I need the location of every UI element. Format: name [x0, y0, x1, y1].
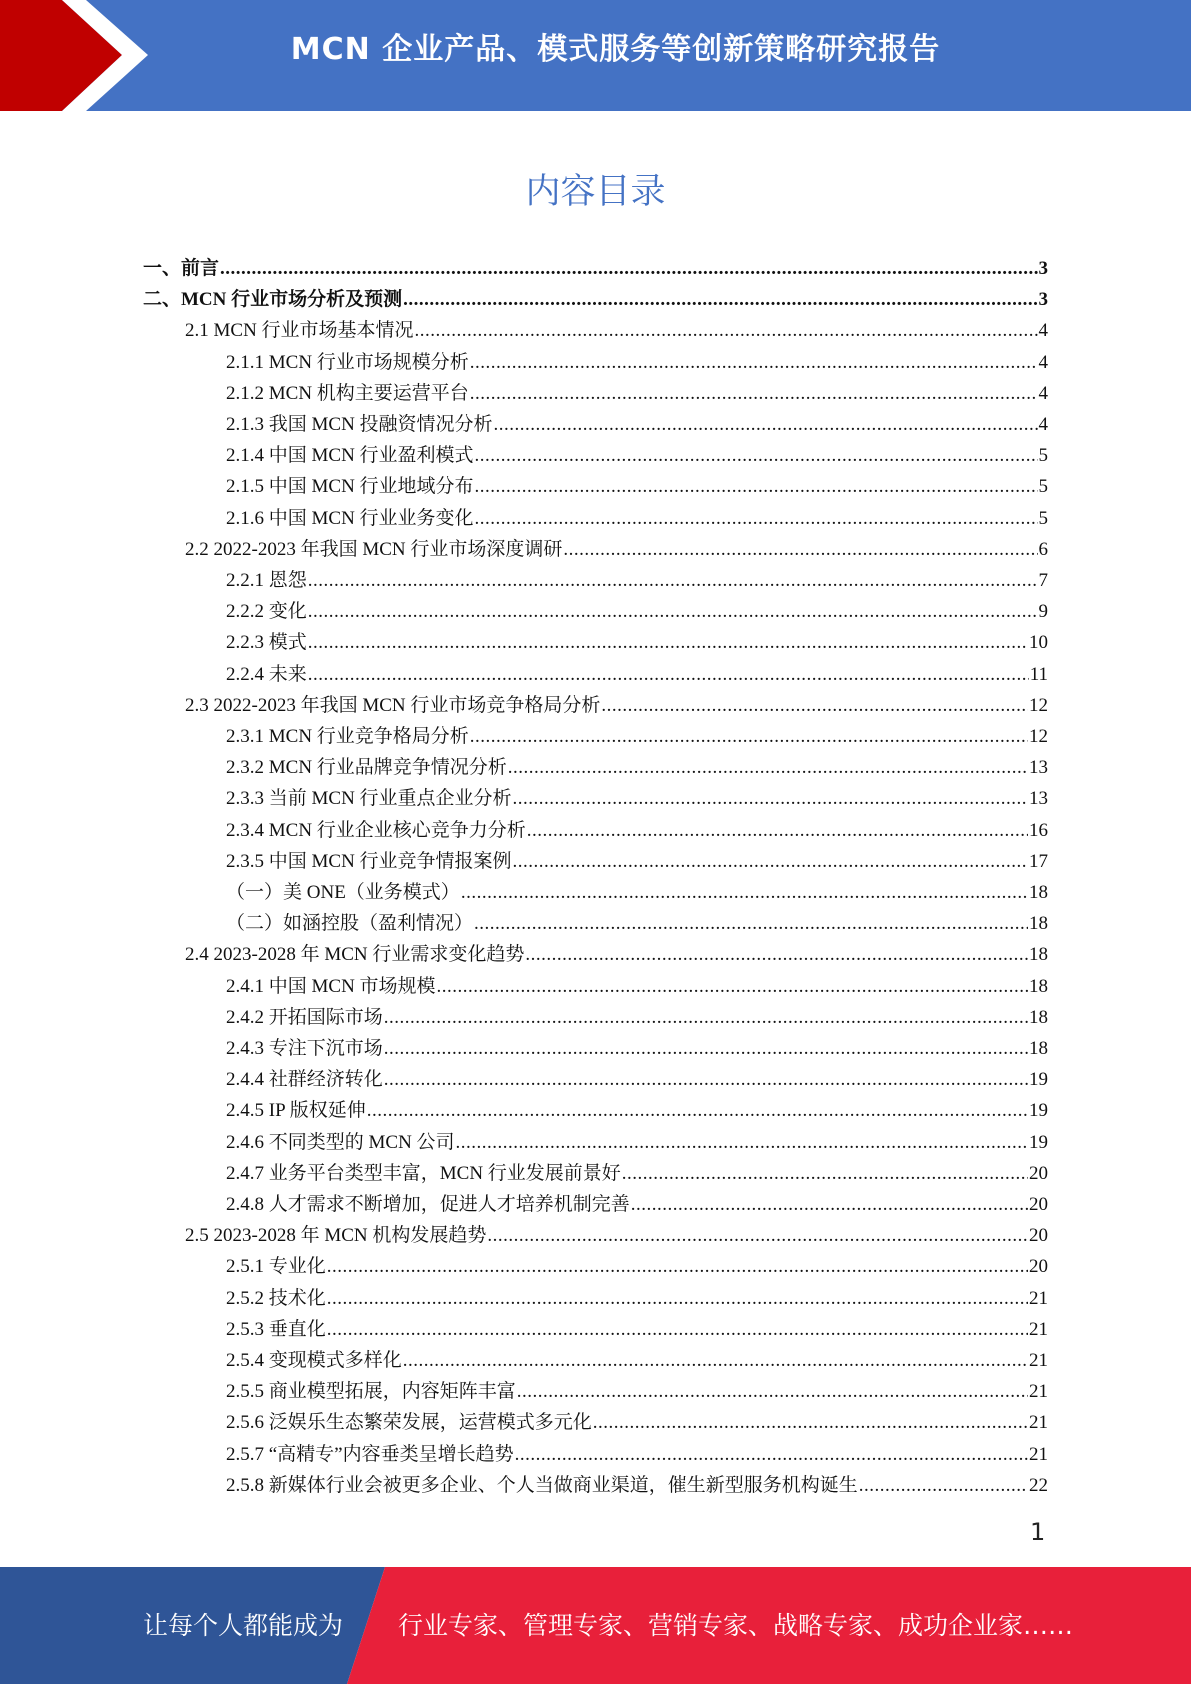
toc-entry[interactable]	[226, 627, 1048, 658]
toc-dot-leader	[327, 1251, 1028, 1282]
toc-entry[interactable]	[226, 721, 1048, 752]
toc-entry-page: 19	[1029, 1069, 1048, 1091]
toc-entry[interactable]	[226, 1376, 1048, 1407]
toc-dot-leader	[220, 253, 1037, 284]
toc-entry-label: 2.4.5 IP 版权延伸	[226, 1100, 366, 1122]
toc-entry-page: 18	[1029, 913, 1048, 935]
toc-entry[interactable]	[226, 1033, 1048, 1064]
toc-entry[interactable]	[226, 565, 1048, 596]
toc-dot-leader	[631, 1189, 1028, 1220]
toc-entry-page: 19	[1029, 1131, 1048, 1153]
toc-dot-leader	[437, 971, 1028, 1002]
toc-entry-label: 2.5.6 泛娱乐生态繁荣发展，运营模式多元化	[226, 1412, 592, 1434]
page-footer	[0, 1567, 1191, 1684]
toc-entry-page: 4	[1038, 382, 1048, 404]
toc-entry-label: 2.3.2 MCN 行业品牌竞争情况分析	[226, 757, 507, 779]
toc-entry-label: 2.2.2 变化	[226, 601, 307, 623]
toc-entry[interactable]	[226, 378, 1048, 409]
toc-entry-label: 2.1.1 MCN 行业市场规模分析	[226, 351, 469, 373]
toc-dot-leader	[563, 534, 1037, 565]
toc-entry-page: 6	[1038, 538, 1048, 560]
toc-dot-leader	[470, 347, 1038, 378]
toc-entry-label: 2.4.7 业务平台类型丰富，MCN 行业发展前景好	[226, 1162, 621, 1184]
toc-dot-leader	[308, 659, 1029, 690]
toc-dot-leader	[527, 815, 1028, 846]
toc-entry-label: 2.5.7 “高精专”内容垂类呈增长趋势	[226, 1443, 514, 1465]
toc-dot-leader	[456, 1127, 1028, 1158]
toc-entry[interactable]	[226, 752, 1048, 783]
toc-entry-page: 18	[1029, 944, 1048, 966]
toc-entry-label: 2.1 MCN 行业市场基本情况	[185, 320, 414, 342]
toc-entry-page: 12	[1029, 726, 1048, 747]
toc-entry-label: 2.2.4 未来	[226, 663, 307, 685]
toc-entry-page: 19	[1029, 1100, 1048, 1122]
toc-entry[interactable]	[226, 1251, 1048, 1282]
toc-entry[interactable]	[185, 1220, 1048, 1251]
toc-entry-page: 4	[1038, 320, 1048, 342]
toc-entry-page: 5	[1038, 445, 1048, 467]
toc-entry[interactable]	[226, 1345, 1048, 1376]
toc-entry[interactable]	[226, 1127, 1048, 1158]
toc-entry[interactable]	[226, 659, 1048, 690]
toc-entry-label: 2.3 2022-2023 年我国 MCN 行业市场竞争格局分析	[185, 694, 601, 716]
toc-entry[interactable]	[226, 409, 1048, 440]
footer-slogan-right: 行业专家、管理专家、营销专家、战略专家、成功企业家……	[398, 1611, 1074, 1640]
toc-dot-leader	[475, 440, 1038, 471]
toc-dot-leader	[508, 752, 1028, 783]
toc-entry-label: 2.5.5 商业模型拓展，内容矩阵丰富	[226, 1381, 516, 1403]
toc-entry-page: 18	[1029, 1006, 1048, 1028]
toc-entry[interactable]	[226, 846, 1048, 877]
toc-entry-label: 一、前言	[143, 258, 220, 279]
toc-entry-page: 21	[1029, 1287, 1048, 1309]
toc-entry-label: 2.5.8 新媒体行业会被更多企业、个人当做商业渠道，催生新型服务机构诞生	[226, 1474, 858, 1496]
page-number: 1	[1030, 1518, 1046, 1546]
toc-entry[interactable]	[226, 877, 1048, 908]
toc-dot-leader	[384, 1033, 1028, 1064]
toc-entry[interactable]	[226, 440, 1048, 471]
toc-dot-leader	[461, 877, 1028, 908]
toc-entry-label: 2.3.4 MCN 行业企业核心竞争力分析	[226, 819, 526, 841]
toc-dot-leader	[475, 503, 1038, 534]
toc-dot-leader	[470, 378, 1038, 409]
toc-dot-leader	[403, 1345, 1028, 1376]
toc-dot-leader	[367, 1095, 1028, 1126]
toc-entry-page: 20	[1029, 1162, 1048, 1184]
toc-entry-page: 13	[1029, 788, 1048, 810]
toc-entry[interactable]	[226, 1283, 1048, 1314]
toc-entry[interactable]	[226, 1064, 1048, 1095]
toc-entry-label: 2.2 2022-2023 年我国 MCN 行业市场深度调研	[185, 538, 563, 560]
toc-entry[interactable]	[226, 503, 1048, 534]
toc-entry-label: 2.3.1 MCN 行业竞争格局分析	[226, 726, 469, 747]
toc-entry-page: 12	[1029, 694, 1048, 716]
toc-entry-page: 18	[1029, 882, 1048, 903]
toc-entry[interactable]	[143, 253, 1048, 284]
toc-entry-page: 13	[1029, 757, 1048, 779]
toc-dot-leader	[525, 939, 1028, 970]
toc-entry-label: 2.4.3 专注下沉市场	[226, 1038, 383, 1059]
toc-entry-page: 21	[1029, 1350, 1048, 1371]
toc-entry-label: 2.5.1 专业化	[226, 1256, 326, 1278]
toc-dot-leader	[470, 721, 1028, 752]
toc-entry-page: 3	[1038, 289, 1048, 311]
toc-dot-leader	[622, 1158, 1028, 1189]
toc-entry[interactable]	[226, 596, 1048, 627]
toc-entry[interactable]	[226, 1158, 1048, 1189]
toc-entry[interactable]	[226, 1002, 1048, 1033]
toc-entry-label: 2.1.2 MCN 机构主要运营平台	[226, 382, 469, 404]
toc-entry-label: 二、MCN 行业市场分析及预测	[143, 289, 403, 311]
toc-dot-leader	[403, 284, 1037, 315]
report-title: MCN 企业产品、模式服务等创新策略研究报告	[290, 32, 941, 67]
toc-entry[interactable]	[226, 783, 1048, 814]
toc-entry[interactable]	[185, 534, 1048, 565]
toc-entry-page: 21	[1029, 1443, 1048, 1465]
toc-entry-page: 7	[1038, 570, 1048, 591]
toc-dot-leader	[327, 1283, 1028, 1314]
toc-entry-label: 2.5 2023-2028 年 MCN 机构发展趋势	[185, 1225, 487, 1247]
toc-dot-leader	[327, 1314, 1028, 1345]
toc-entry-label: 2.4 2023-2028 年 MCN 行业需求变化趋势	[185, 944, 525, 966]
toc-dot-leader	[593, 1407, 1028, 1438]
toc-entry-page: 21	[1029, 1412, 1048, 1434]
toc-entry[interactable]	[185, 690, 1048, 721]
toc-entry-label: 2.4.6 不同类型的 MCN 公司	[226, 1131, 455, 1153]
toc-entry-label: 2.5.3 垂直化	[226, 1318, 326, 1340]
toc-entry[interactable]	[226, 1470, 1048, 1501]
toc-entry-page: 9	[1038, 601, 1048, 623]
toc-entry-label: 2.5.2 技术化	[226, 1287, 326, 1309]
toc-entry[interactable]	[226, 815, 1048, 846]
toc-dot-leader	[487, 1220, 1028, 1251]
toc-entry[interactable]	[226, 347, 1048, 378]
toc-dot-leader	[517, 1376, 1028, 1407]
page-header	[0, 0, 1191, 111]
toc-dot-leader	[384, 1064, 1028, 1095]
toc-entry-page: 18	[1029, 1038, 1048, 1059]
red-chevron-decoration	[0, 0, 170, 111]
toc-entry-label: 2.4.4 社群经济转化	[226, 1069, 383, 1091]
toc-entry-page: 4	[1038, 414, 1048, 435]
toc-dot-leader	[308, 596, 1038, 627]
footer-slogan-left: 让每个人都能成为	[143, 1611, 344, 1640]
toc-entry-label: 2.4.8 人才需求不断增加，促进人才培养机制完善	[226, 1194, 630, 1215]
toc-heading: 内容目录	[525, 172, 666, 212]
toc-entry-page: 17	[1029, 850, 1048, 872]
toc-entry-page: 20	[1029, 1225, 1048, 1247]
toc-entry-page: 21	[1029, 1381, 1048, 1403]
toc-entry-label: （二）如涵控股（盈利情况）	[226, 913, 474, 935]
toc-entry[interactable]	[226, 1095, 1048, 1126]
toc-entry[interactable]	[226, 908, 1048, 939]
toc-entry-label: 2.3.3 当前 MCN 行业重点企业分析	[226, 788, 512, 810]
toc-dot-leader	[474, 908, 1028, 939]
toc-entry-page: 5	[1038, 476, 1048, 498]
toc-entry-label: 2.1.4 中国 MCN 行业盈利模式	[226, 445, 474, 467]
toc-entry-page: 20	[1029, 1194, 1048, 1215]
toc-dot-leader	[308, 565, 1038, 596]
toc-dot-leader	[515, 1439, 1028, 1470]
toc-entry[interactable]	[226, 1189, 1048, 1220]
toc-entry-page: 22	[1029, 1474, 1048, 1496]
toc-entry-page: 18	[1029, 975, 1048, 997]
toc-entry[interactable]	[143, 284, 1048, 315]
toc-entry-page: 10	[1029, 632, 1048, 654]
toc-dot-leader	[384, 1002, 1028, 1033]
toc-entry-page: 20	[1029, 1256, 1048, 1278]
toc-entry-label: 2.4.2 开拓国际市场	[226, 1006, 383, 1028]
toc-dot-leader	[308, 627, 1028, 658]
toc-dot-leader	[601, 690, 1028, 721]
toc-entry-label: （一）美 ONE（业务模式）	[226, 882, 460, 903]
toc-entry-page: 11	[1029, 663, 1048, 685]
toc-dot-leader	[475, 471, 1038, 502]
toc-entry-page: 16	[1029, 819, 1048, 841]
toc-entry[interactable]	[226, 471, 1048, 502]
toc-entry-page: 21	[1029, 1318, 1048, 1340]
toc-entry-label: 2.1.6 中国 MCN 行业业务变化	[226, 507, 474, 529]
toc-entry[interactable]	[185, 939, 1048, 970]
toc-entry[interactable]	[226, 1407, 1048, 1438]
toc-entry[interactable]	[226, 1439, 1048, 1470]
toc-entry[interactable]	[226, 1314, 1048, 1345]
toc-dot-leader	[415, 315, 1038, 346]
toc-entry-label: 2.2.1 恩怨	[226, 570, 307, 591]
toc-dot-leader	[859, 1470, 1028, 1501]
toc-entry-page: 4	[1038, 351, 1048, 373]
toc-entry-label: 2.4.1 中国 MCN 市场规模	[226, 975, 436, 997]
toc-dot-leader	[513, 783, 1028, 814]
toc-entry-page: 5	[1038, 507, 1048, 529]
toc-entry-label: 2.1.3 我国 MCN 投融资情况分析	[226, 414, 493, 435]
toc-entry-label: 2.1.5 中国 MCN 行业地域分布	[226, 476, 474, 498]
toc-entry-label: 2.5.4 变现模式多样化	[226, 1350, 402, 1371]
toc-entry[interactable]	[226, 971, 1048, 1002]
toc-dot-leader	[513, 846, 1028, 877]
toc-entry-label: 2.3.5 中国 MCN 行业竞争情报案例	[226, 850, 512, 872]
toc-dot-leader	[494, 409, 1038, 440]
toc-entry-page: 3	[1038, 258, 1048, 279]
toc-entry-label: 2.2.3 模式	[226, 632, 307, 654]
toc-entry[interactable]	[185, 315, 1048, 346]
